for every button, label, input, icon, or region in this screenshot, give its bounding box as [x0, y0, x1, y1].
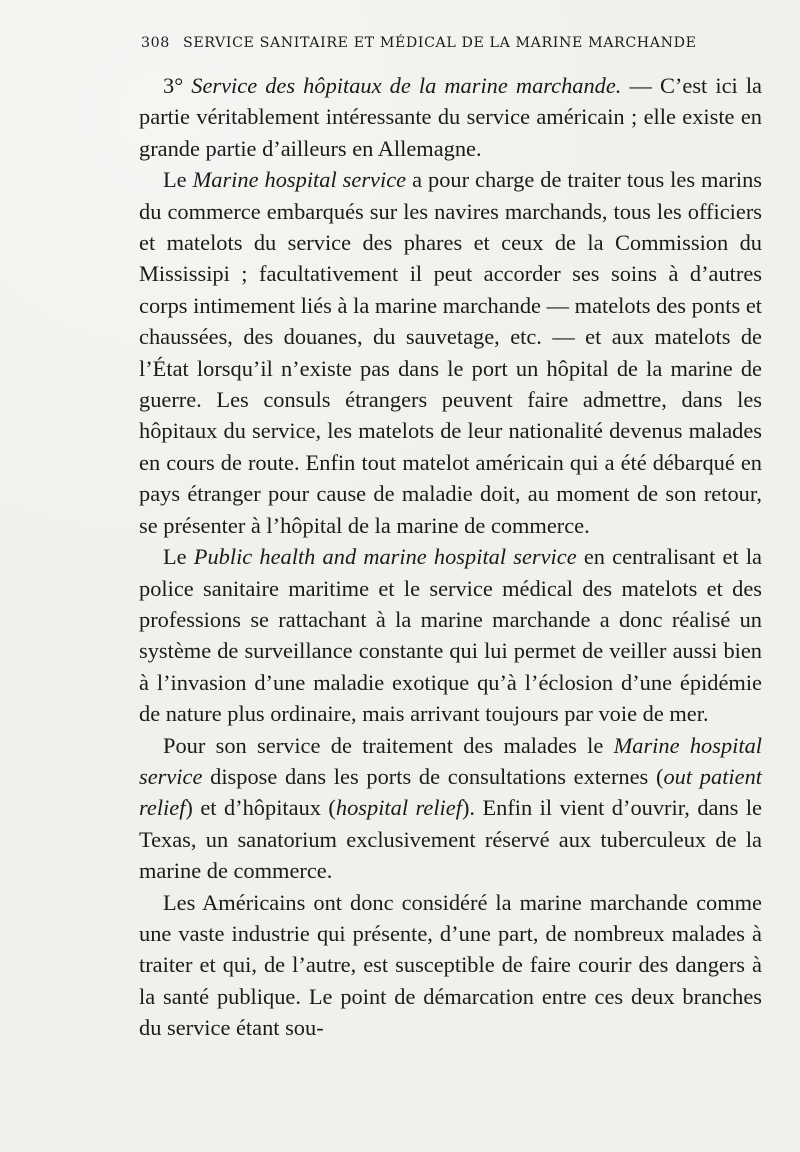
running-header — [141, 35, 761, 57]
italic-segment: Service des hôpitaux de la marine marchande. — [191, 73, 622, 98]
paragraph-3 — [139, 541, 762, 729]
page-number: 308 — [141, 35, 170, 51]
text-segment: ). Enfin il vient d’ouvrir, dans le Texas, un sanatorium exclusivement réservé aux tuberculeux de la marine de commerce. — [139, 795, 762, 884]
text-segment: Pour son service de traitement des malades le — [163, 732, 614, 758]
text-segment: a pour charge de traiter tous les marins du commerce embarqués sur les navires marchands, tous les officiers et matelots du service des phares et ceux de la Commission du Mississipi ; facultativement il peut accorder ses soins à d’autres corps intimement liés à la marine marchande — matelots des ponts et chaussées, des douanes, du sauvetage, etc. — et aux matelots de l’État lorsqu’il n’existe pas dans le port un hôpital de la marine de guerre. Les consuls étrangers peuvent faire admettre, dans les hôpitaux du service, les matelots de leur nationalité devenus malades en cours de route. Enfin tout matelot américain qui a été débarqué en pays étranger pour cause de maladie doit, au moment de son retour, se présenter à l’hôpital de la marine de commerce. — [139, 167, 762, 538]
text-segment: ) et d’hôpitaux ( — [185, 795, 336, 821]
text-segment: 3° — [163, 73, 192, 98]
text-segment: Les Américains ont donc considéré la marine marchande comme une vaste industrie qui présente, d’une part, de nombreux malades à traiter et qui, de l’autre, est susceptible de faire courir des dangers à la santé publique. Le point de démarcation entre ces deux branches du service étant sou- — [139, 889, 762, 1041]
text-segment: Le — [163, 544, 194, 570]
italic-segment: out patient relief — [139, 763, 762, 821]
italic-segment: hospital relief — [335, 795, 462, 821]
paragraph-1 — [139, 70, 762, 164]
text-segment: dispose dans les ports de consultations externes ( — [202, 763, 664, 789]
italic-segment: Marine hospital service — [139, 732, 762, 789]
italic-segment: Marine hospital service — [192, 167, 407, 193]
running-title: SERVICE SANITAIRE ET MÉDICAL DE LA MARINE MARCHANDE — [183, 35, 697, 51]
text-segment: Le — [163, 167, 193, 193]
text-segment: en centralisant et la police sanitaire maritime et le service médical des matelots et des professions se rattachant à la marine marchande a donc réalisé un système de surveillance constante qui lui permet de veiller aussi bien à l’invasion d’une maladie exotique qu’à l’éclosion d’une épidémie de nature plus ordinaire, mais arrivant toujours par voie de mer. — [139, 544, 762, 727]
body-text — [139, 70, 762, 1044]
italic-segment: Public health and marine hospital service — [193, 544, 577, 570]
paragraph-2 — [139, 164, 762, 541]
paragraph-5 — [139, 887, 762, 1044]
paragraph-4 — [139, 730, 762, 887]
text-segment: — C’est ici la partie véritablement intéressante du service américain ; elle existe en grande partie d’ailleurs en Allemagne. — [139, 73, 762, 161]
